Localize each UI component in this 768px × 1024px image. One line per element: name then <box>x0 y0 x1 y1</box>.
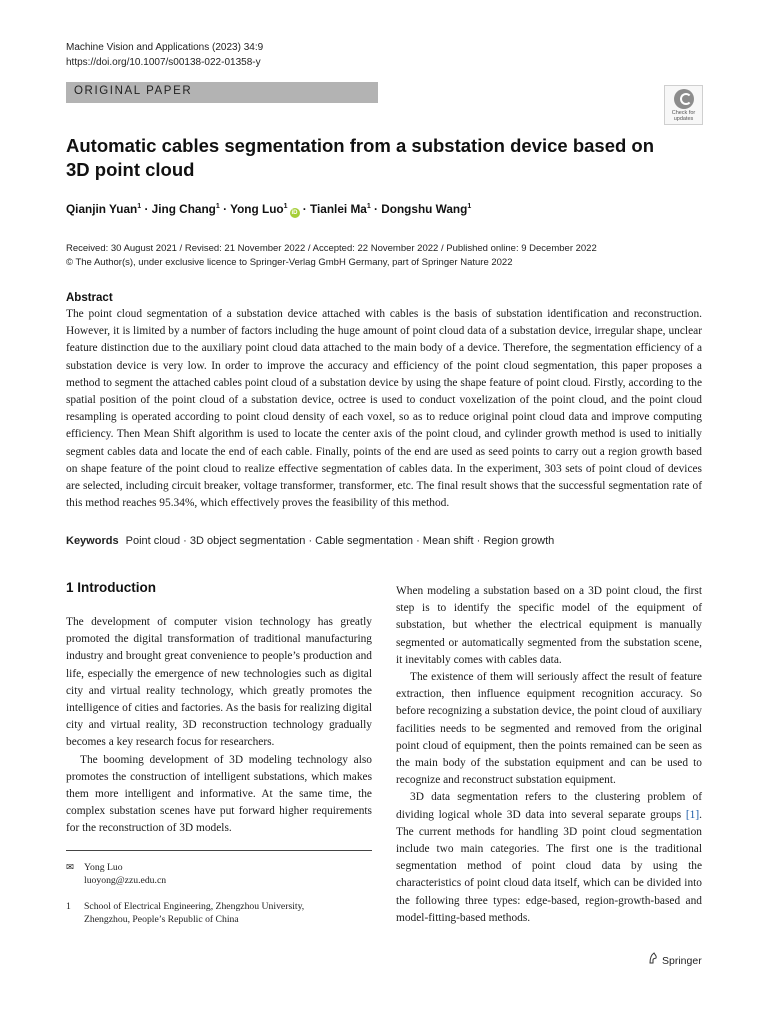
crossmark-icon <box>674 89 694 109</box>
author-separator: · <box>223 202 228 216</box>
orcid-icon[interactable]: iD <box>291 210 298 216</box>
author-affiliation: 1 <box>283 203 288 210</box>
paragraph: When modeling a substation based on a 3D point cloud, the first step is to identify the specific model of the equipment of substation, but whether the electrical equipment is manually segmented or automatically segmented from the substation scene, it inevitably comes with cables data. <box>396 585 702 666</box>
abstract-text: The point cloud segmentation of a substation device attached with cables is the basis of substation identification and reconstruction. However, it is limited by a number of factors including the huge amount of point cloud data of a substation device, irregular shape, unclear feature distinction due to the auxiliary point cloud data attached to the main body of a device. Therefore, the segmentation efficiency of a substation device is very low. In order to improve the accuracy and efficiency of the point cloud segmentation, this paper proposes a method to segment the attached cables point cloud of a substation device by using the shape feature of point cloud. Firstly, according to the spatial position of the point cloud of a substation device, octree is used to conduct voxelization of the point cloud, and the point cloud resampling is operated according to point cloud density of each voxel, so as to reduce original point cloud data and improve computing efficiency. Then Mean Shift algorithm is used to locate the center axis of the point cloud, and cylinder growth method is used to initially segment cables data and locate the end of each cable. Finally, points of the end are used as seed points to carry out a region growth based on shape feature of the point cloud to realize effective segmentation of cables data. In the experiment, 303 sets of point cloud of devices are selected, including circuit breaker, voltage transformer, transformer, etc. The final result shows that the successful segmentation rate of this method reaches 95.34%, which effectively proves the feasibility of this method. <box>66 308 702 510</box>
author-list <box>66 202 471 218</box>
author-affiliation: 1 <box>366 203 371 210</box>
publisher-mark <box>648 952 702 967</box>
paragraph: The development of computer vision technology has greatly promoted the digital transformation of traditional manufacturing industry and brought great convenience to people’s production and life, especially the emergence of new technologies such as digital city and virtual reality technology, which greatly promotes the intelligence of cities and factories. As the basis for realizing digital city and virtual reality, 3D reconstruction technology gradually becomes a key research focus for researchers. <box>66 616 372 749</box>
left-column <box>66 614 372 838</box>
abstract-heading: Abstract <box>66 292 113 304</box>
article-type-band <box>66 82 378 103</box>
author-separator: · <box>144 202 149 216</box>
publication-history <box>66 242 597 270</box>
author-name[interactable]: Dongshu Wang <box>381 202 468 216</box>
author-affiliation: 1 <box>215 203 220 210</box>
doi-link[interactable]: https://doi.org/10.1007/s00138-022-01358-y <box>66 57 261 68</box>
journal-name: Machine Vision and Applications (2023) 34:9 <box>66 42 264 53</box>
badge-line1: Check for <box>671 110 696 116</box>
footnote-divider <box>66 850 372 851</box>
journal-citation <box>66 40 263 70</box>
publisher-name: Springer <box>662 955 702 967</box>
contact-email[interactable]: luoyong@zzu.edu.cn <box>84 875 167 886</box>
paragraph <box>396 789 702 927</box>
springer-horse-icon <box>648 952 658 967</box>
author-name[interactable]: Jing Chang <box>151 202 216 216</box>
right-column <box>396 583 702 927</box>
author-name[interactable]: Yong Luo <box>230 202 284 216</box>
paper-title: Automatic cables segmentation from a substation device based on 3D point cloud <box>66 135 655 180</box>
paragraph: The booming development of 3D modeling technology also promotes the construction of intelligent substations, which makes them more intelligent and informative. At the same time, the complex substation scenes have put forward higher requirements for the reconstruction of 3D models. <box>66 753 372 835</box>
article-type-label: ORIGINAL PAPER <box>74 85 193 97</box>
check-for-updates-badge[interactable] <box>664 85 703 125</box>
paragraph: The existence of them will seriously affect the result of feature extraction, then influence equipment recognition accuracy. So before recognizing a substation device, the point cloud of auxiliary facilities needs to be segmented and removed from the original point cloud of equipment, then the points remained can be seen as the main body of the substation equipment and can be used to recognize and reconstruct substation equipment. <box>396 671 702 787</box>
keywords <box>66 535 554 547</box>
affiliation-line: School of Electrical Engineering, Zhengzhou University, <box>84 901 305 912</box>
dates-line: Received: 30 August 2021 / Revised: 21 November 2022 / Accepted: 22 November 2022 / Published online: 9 December 2022 <box>66 243 597 254</box>
author-name[interactable]: Qianjin Yuan <box>66 202 138 216</box>
envelope-icon: ✉ <box>66 862 75 873</box>
author-separator: · <box>374 202 378 216</box>
section-heading: 1 Introduction <box>66 580 156 595</box>
author-separator: · <box>302 202 307 216</box>
citation-link[interactable]: [1] <box>685 808 700 821</box>
keywords-label: Keywords <box>66 535 119 547</box>
contact-name: Yong Luo <box>84 862 123 873</box>
author-affiliation: 1 <box>467 203 472 210</box>
badge-line2: updates <box>673 116 694 122</box>
author-name[interactable]: Tianlei Ma <box>310 202 367 216</box>
copyright-line: © The Author(s), under exclusive licence to Springer-Verlag GmbH Germany, part of Springer Nature 2022 <box>66 257 513 268</box>
paragraph-text: 3D data segmentation refers to the clustering problem of dividing logical whole 3D data into several separate groups <box>396 791 702 821</box>
keywords-list: Point cloud · 3D object segmentation · Cable segmentation · Mean shift · Region growth <box>125 535 555 547</box>
author-affiliation: 1 <box>137 203 142 210</box>
affiliation-number: 1 <box>66 901 71 912</box>
paragraph-text: . The current methods for handling 3D point cloud segmentation include two main categories. The first one is the traditional segmentation method of point cloud data by using the characteristics of point cloud data itself, which can be divided into the following three types: edge-based, region-growth-based and model-fitting-based methods. <box>396 808 702 924</box>
affiliation-line: Zhengzhou, People’s Republic of China <box>84 914 239 925</box>
